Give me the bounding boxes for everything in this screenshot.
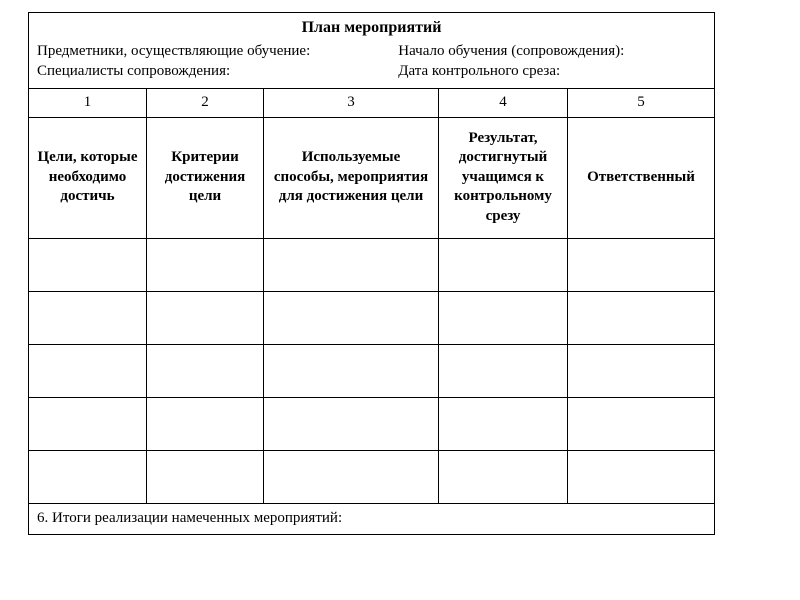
table-header-block [29, 13, 715, 89]
empty-cell [147, 291, 264, 344]
label-support-specialists: Специалисты сопровождения: [37, 63, 231, 80]
column-header-responsible: Ответственный [568, 117, 715, 238]
empty-cell [264, 397, 439, 450]
plan-table [28, 12, 715, 535]
label-control-date: Дата контрольного среза: [398, 63, 561, 80]
column-header-methods: Используемые способы, мероприятия для достижения цели [264, 117, 439, 238]
empty-cell [264, 450, 439, 503]
document-title: План мероприятий [301, 19, 442, 36]
table-row [29, 344, 715, 397]
empty-cell [29, 397, 147, 450]
empty-cell [147, 344, 264, 397]
column-number-3: 3 [264, 88, 439, 117]
empty-cell [568, 291, 715, 344]
column-header-goals: Цели, которые необходимо достичь [29, 117, 147, 238]
column-number-1: 1 [29, 88, 147, 117]
header-block-row [29, 13, 715, 89]
empty-cell [147, 238, 264, 291]
label-subject-teachers: Предметники, осуществляющие обучение: [37, 43, 311, 59]
empty-cell [29, 291, 147, 344]
table-row [29, 238, 715, 291]
table-row [29, 397, 715, 450]
info-line-1 [37, 41, 706, 61]
empty-cell [439, 397, 568, 450]
table-row [29, 450, 715, 503]
column-number-2: 2 [147, 88, 264, 117]
label-training-start: Начало обучения (сопровождения): [398, 43, 625, 59]
empty-cell [439, 450, 568, 503]
empty-cell [264, 238, 439, 291]
empty-cell [29, 238, 147, 291]
empty-cell [264, 344, 439, 397]
table-footer: 6. Итоги реализации намеченных мероприятий: [29, 503, 715, 534]
empty-cell [568, 397, 715, 450]
column-header-row [29, 117, 715, 238]
table-row [29, 291, 715, 344]
empty-cell [264, 291, 439, 344]
empty-cell [568, 344, 715, 397]
column-header-result: Результат, достигнутый учащимся к контрольному срезу [439, 117, 568, 238]
empty-cell [29, 450, 147, 503]
column-number-4: 4 [439, 88, 568, 117]
column-header-criteria: Критерии достижения цели [147, 117, 264, 238]
column-number-row [29, 88, 715, 117]
empty-cell [147, 397, 264, 450]
empty-cell [568, 238, 715, 291]
info-line-2 [37, 61, 706, 81]
empty-cell [29, 344, 147, 397]
footer-row [29, 503, 715, 534]
column-number-5: 5 [568, 88, 715, 117]
empty-cell [439, 344, 568, 397]
empty-cell [439, 238, 568, 291]
empty-cell [147, 450, 264, 503]
empty-cell [439, 291, 568, 344]
empty-cell [568, 450, 715, 503]
